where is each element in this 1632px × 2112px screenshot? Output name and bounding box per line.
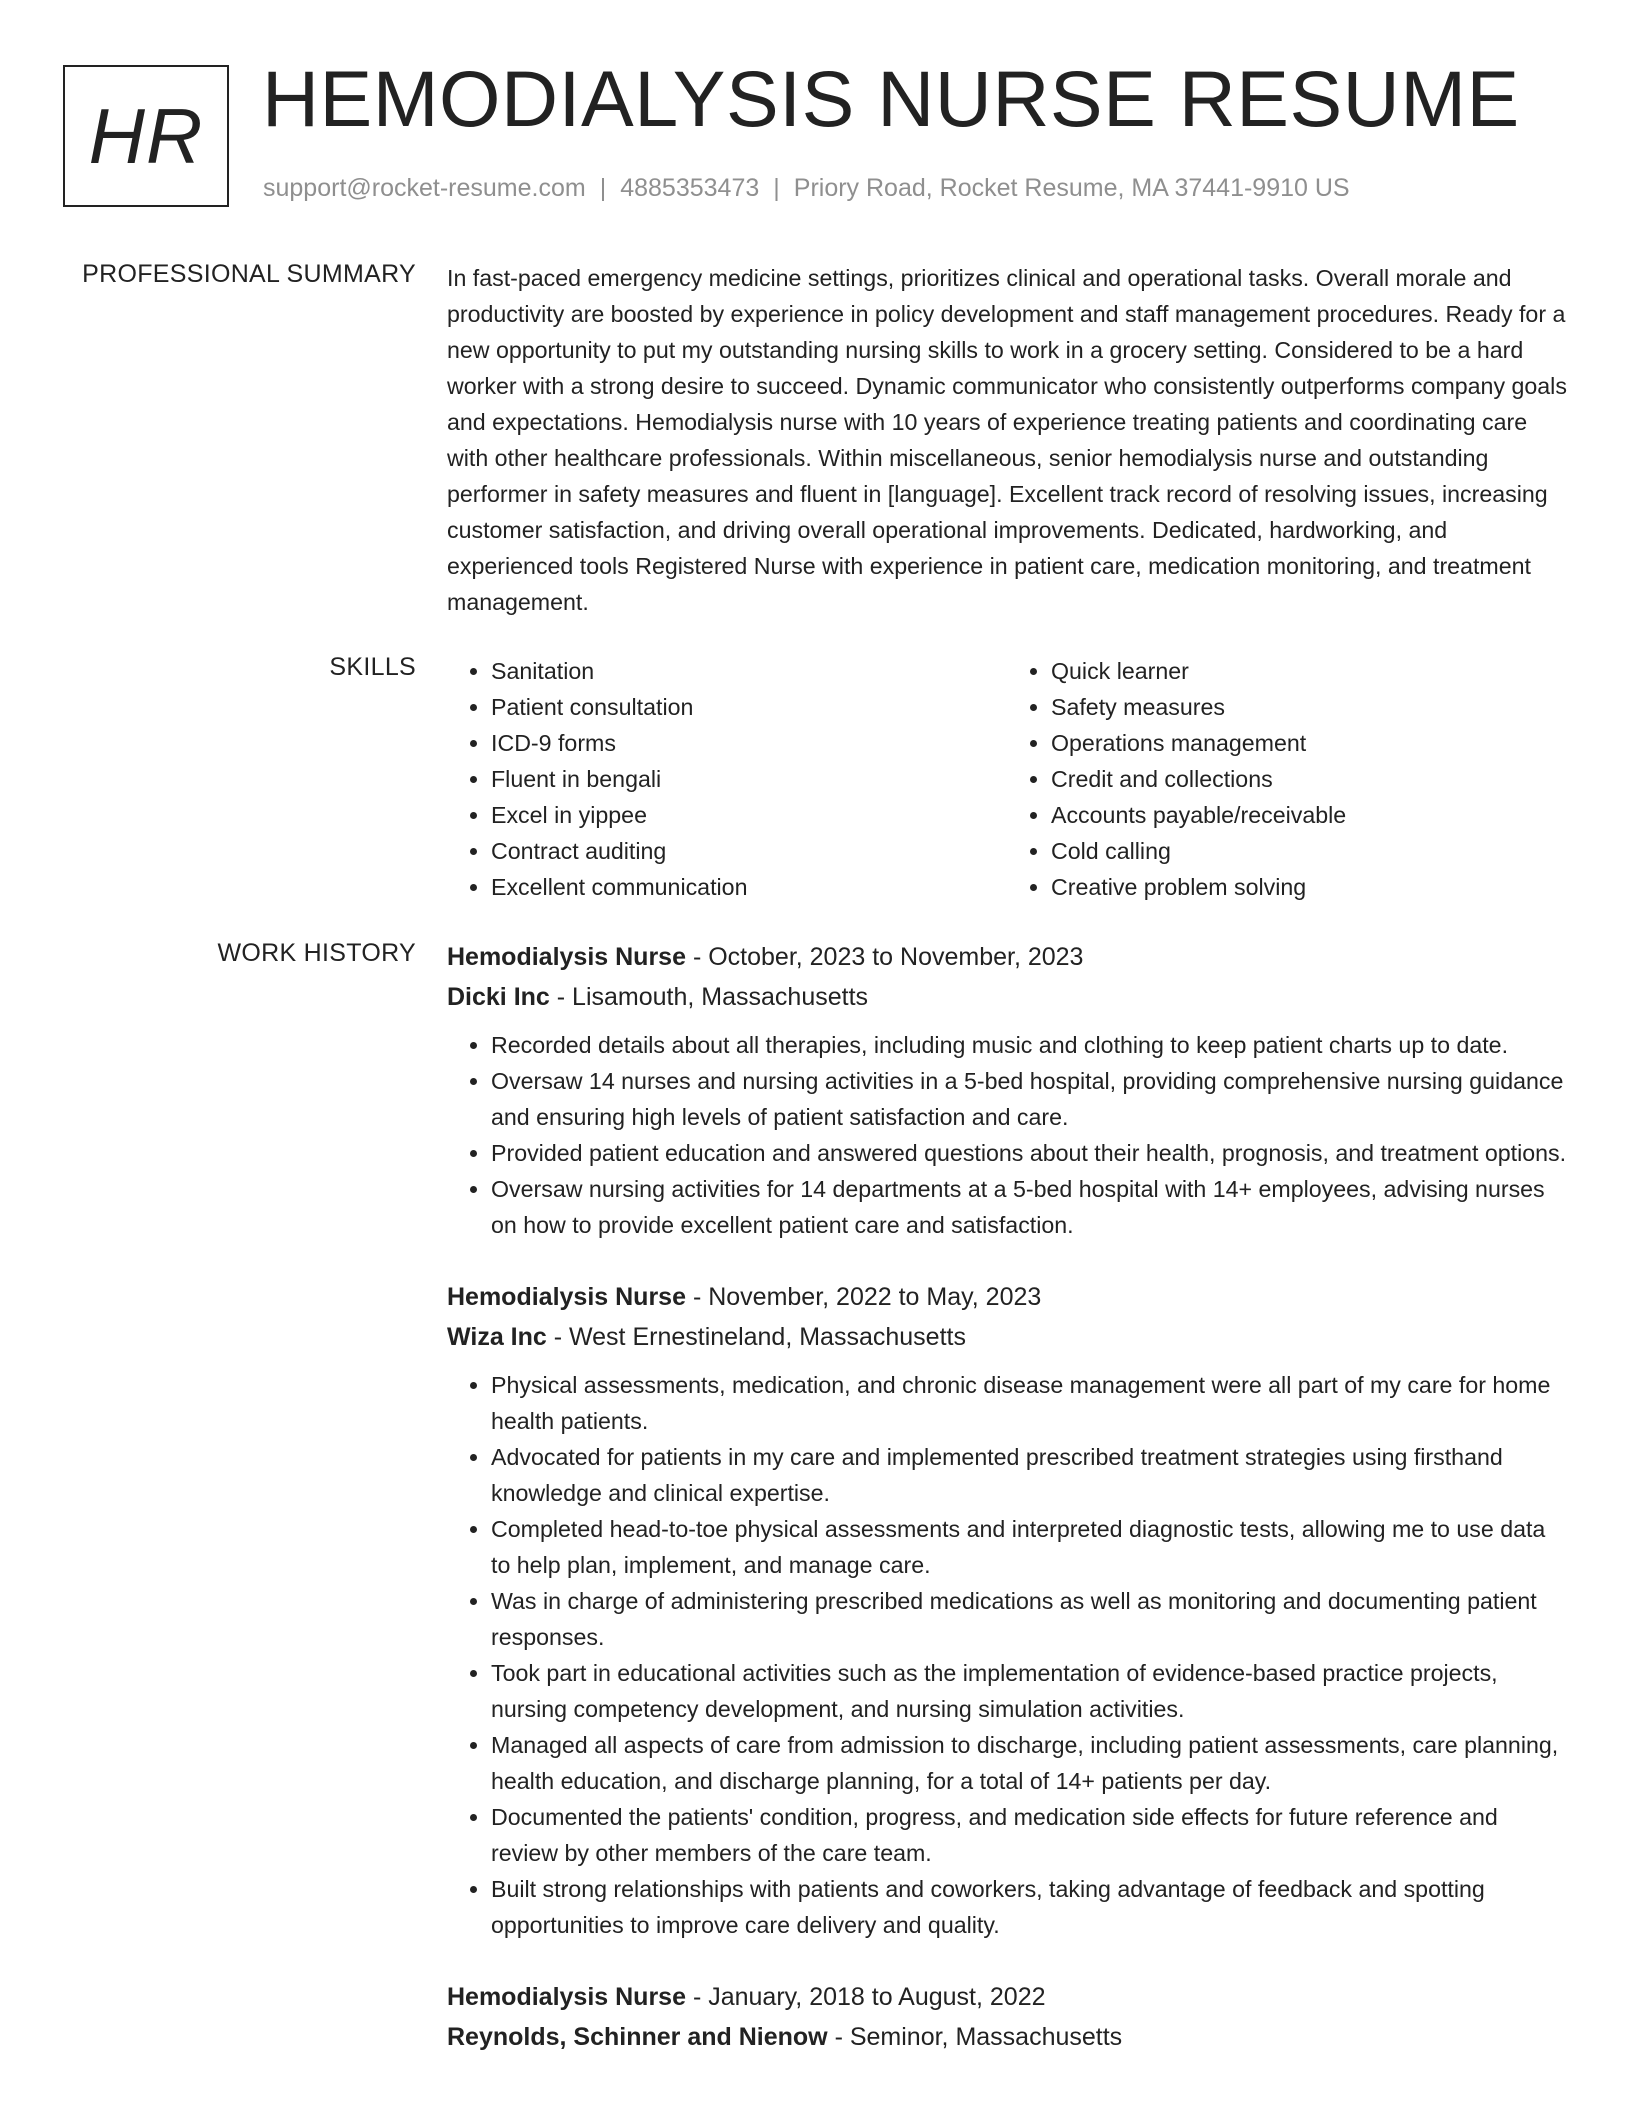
job-bullet: • Was in charge of administering prescribed medications as well as monitoring and documenting patient responses.	[491, 1583, 1567, 1655]
work-history-body	[447, 937, 1567, 2091]
skills-heading: SKILLS	[329, 653, 416, 681]
skill-item: • Creative problem solving	[1051, 869, 1567, 905]
job-company: Dicki Inc	[447, 983, 550, 1011]
contact-email[interactable]: support@rocket-resume.com	[263, 174, 586, 202]
job-company-line	[447, 2017, 1567, 2057]
contact-address: Priory Road, Rocket Resume, MA 37441-9910 US	[793, 174, 1350, 202]
summary-heading: PROFESSIONAL SUMMARY	[82, 260, 416, 288]
job-location: - Seminor, Massachusetts	[827, 2023, 1123, 2051]
resume-title: HEMODIALYSIS NURSE RESUME	[262, 54, 1520, 143]
job-company-line	[447, 977, 1567, 1017]
skill-item: • Fluent in bengali	[491, 761, 1007, 797]
skill-item: • Accounts payable/receivable	[1051, 797, 1567, 833]
job-title-line	[447, 1977, 1567, 2017]
skill-item: • Quick learner	[1051, 653, 1567, 689]
contact-line	[263, 174, 1350, 203]
job-location: - Lisamouth, Massachusetts	[549, 983, 869, 1011]
skill-item: • Credit and collections	[1051, 761, 1567, 797]
job-bullet: • Completed head-to-toe physical assessments and interpreted diagnostic tests, allowing me to use data to help plan, implement, and manage care.	[491, 1511, 1567, 1583]
job-title-line	[447, 1277, 1567, 1317]
job-dates: - November, 2022 to May, 2023	[686, 1283, 1042, 1311]
skill-item: • Safety measures	[1051, 689, 1567, 725]
job-bullet: • Recorded details about all therapies, including music and clothing to keep patient charts up to date.	[491, 1027, 1567, 1063]
job-bullet: • Took part in educational activities such as the implementation of evidence-based practice projects, nursing competency development, and nursing simulation activities.	[491, 1655, 1567, 1727]
monogram-logo	[63, 65, 229, 207]
skills-body	[447, 653, 1567, 905]
job-bullet: • Built strong relationships with patients and coworkers, taking advantage of feedback and spotting opportunities to improve care delivery and quality.	[491, 1871, 1567, 1943]
skills-list-left	[447, 653, 1007, 905]
work-history-heading: WORK HISTORY	[217, 939, 416, 967]
skill-item: • ICD-9 forms	[491, 725, 1007, 761]
skill-item: • Excel in yippee	[491, 797, 1007, 833]
skill-item: • Patient consultation	[491, 689, 1007, 725]
job-entry	[447, 937, 1567, 1243]
skills-list-right	[1007, 653, 1567, 905]
job-bullet: • Advocated for patients in my care and implemented prescribed treatment strategies using firsthand knowledge and clinical expertise.	[491, 1439, 1567, 1511]
skills-grid	[447, 653, 1567, 905]
job-bullet: • Provided patient education and answered questions about their health, prognosis, and treatment options.	[491, 1135, 1567, 1171]
job-location: - West Ernestineland, Massachusetts	[546, 1323, 966, 1351]
skill-item: • Excellent communication	[491, 869, 1007, 905]
job-title-line	[447, 937, 1567, 977]
job-bullet: • Managed all aspects of care from admission to discharge, including patient assessments, care planning, health education, and discharge planning, for a total of 14+ patients per day.	[491, 1727, 1567, 1799]
skill-item: • Contract auditing	[491, 833, 1007, 869]
job-company-line	[447, 1317, 1567, 1357]
job-bullet: • Oversaw 14 nurses and nursing activities in a 5-bed hospital, providing comprehensive nursing guidance and ensuring high levels of patient satisfaction and care.	[491, 1063, 1567, 1135]
job-entry	[447, 1277, 1567, 1943]
job-entry	[447, 1977, 1567, 2057]
summary-text: In fast-paced emergency medicine settings, prioritizes clinical and operational tasks. Overall morale and productivity are boosted by experience in policy development and staff management procedures. Ready for a new opportunity to put my outstanding nursing skills to work in a grocery setting. Considered to be a hard worker with a strong desire to succeed. Dynamic communicator who consistently outperforms company goals and expectations. Hemodialysis nurse with 10 years of experience treating patients and coordinating care with other healthcare professionals. Within miscellaneous, senior hemodialysis nurse and outstanding performer in safety measures and fluent in [language]. Excellent track record of resolving issues, increasing customer satisfaction, and driving overall operational improvements. Dedicated, hardworking, and experienced tools Registered Nurse with experience in patient care, medication monitoring, and treatment management.	[447, 265, 1567, 615]
job-dates: - January, 2018 to August, 2022	[686, 1983, 1046, 2011]
job-company: Reynolds, Schinner and Nienow	[447, 2023, 828, 2051]
job-bullet-list	[447, 1027, 1567, 1243]
contact-phone[interactable]: 4885353473	[620, 174, 760, 202]
contact-separator: |	[773, 174, 780, 202]
monogram-text: HR	[88, 91, 204, 180]
job-title: Hemodialysis Nurse	[447, 943, 686, 971]
job-dates: - October, 2023 to November, 2023	[686, 943, 1084, 971]
summary-body	[447, 260, 1567, 620]
job-bullet: • Oversaw nursing activities for 14 departments at a 5-bed hospital with 14+ employees, advising nurses on how to provide excellent patient care and satisfaction.	[491, 1171, 1567, 1243]
skill-item: • Cold calling	[1051, 833, 1567, 869]
job-title: Hemodialysis Nurse	[447, 1983, 686, 2011]
job-title: Hemodialysis Nurse	[447, 1283, 686, 1311]
job-bullet: • Physical assessments, medication, and chronic disease management were all part of my care for home health patients.	[491, 1367, 1567, 1439]
job-bullet: • Documented the patients' condition, progress, and medication side effects for future reference and review by other members of the care team.	[491, 1799, 1567, 1871]
contact-separator: |	[599, 174, 607, 202]
skill-item: • Sanitation	[491, 653, 1007, 689]
job-bullet-list	[447, 1367, 1567, 1943]
skill-item: • Operations management	[1051, 725, 1567, 761]
job-company: Wiza Inc	[447, 1323, 547, 1351]
